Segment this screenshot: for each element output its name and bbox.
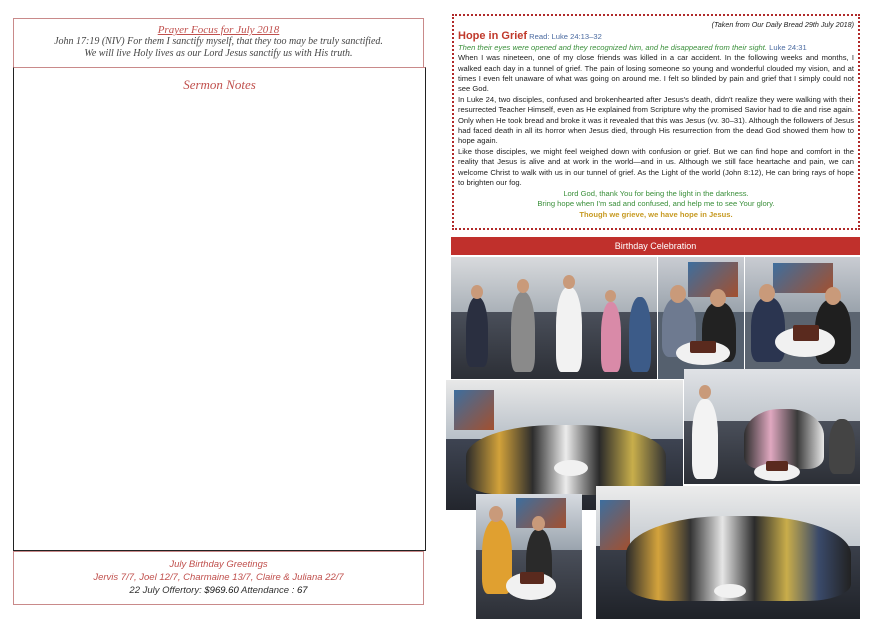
attendance-value: 67: [297, 585, 308, 596]
offertory-label: 22 July Offertory:: [129, 585, 205, 596]
birthday-photo-5: [684, 369, 860, 484]
birthday-photo-2: [658, 257, 744, 379]
devotional-source: (Taken from Our Daily Bread 29th July 2018): [711, 20, 854, 29]
devotional-paragraph-2: In Luke 24, two disciples, confused and brokenhearted after Jesus's death, didn't realize they were walking with their resurrected Teacher Himself, even as He explained from Scripture why the promised Savior had to die and rise again. Only when He took bread and broke it was it revealed that this was Jesus (vv. 30–31). Although the followers of Jesus had faced death in all its horror when Jesus died, through His resurrection from the dead God showed them how to hope again.: [458, 94, 854, 146]
birthday-celebration-banner: Birthday Celebration: [451, 237, 860, 255]
devotional-box: [452, 14, 860, 230]
prayer-focus-verse: John 17:19 (NIV) For them I sanctify myself, that they too may be truly sanctified.: [54, 36, 383, 47]
devotional-heading: [458, 31, 854, 42]
devotional-reading: Read: Luke 24:13–32: [527, 32, 602, 42]
offertory-value: $969.60: [204, 585, 239, 596]
greetings-title: July Birthday Greetings: [169, 559, 268, 570]
prayer-focus-box: [13, 18, 424, 68]
devotional-title: Hope in Grief: [458, 30, 528, 43]
sermon-notes-box: [13, 67, 426, 551]
prayer-focus-commitment: We will live Holy lives as our Lord Jesus sanctify us with His truth.: [84, 48, 353, 59]
key-verse-ref: Luke 24:31: [767, 42, 807, 52]
birthday-photo-1: [451, 257, 657, 379]
devotional-paragraph-3: Like those disciples, we might feel weighed down with confusion or grief. But we can find hope and comfort in the reality that Jesus is alive and at work in the world—and in us. Although we still face heartache and pain, we can welcome Christ to walk with us in our tunnel of grief. As the Light of the world (John 8:12), He can bring rays of hope to brighten our fog.: [458, 146, 854, 188]
key-verse-text: Then their eyes were opened and they recognized him, and he disappeared from their sight.: [458, 42, 768, 52]
birthday-greetings-box: [13, 551, 424, 605]
birthday-photo-7: [596, 486, 860, 619]
birthday-photo-3: [745, 257, 860, 379]
offertory-attendance: [14, 584, 423, 597]
prayer-focus-title: Prayer Focus for July 2018: [157, 24, 280, 36]
birthday-photo-6: [476, 494, 582, 619]
devotional-paragraph-1: When I was nineteen, one of my close friends was killed in a car accident. In the following weeks and months, I walked each day in a tunnel of grief. The pain of losing someone so young and wonderful clouded my vision, and at times I even felt unaware of what was going on around me. I felt so blinded by pain and grief that I simply could not see God.: [458, 53, 854, 94]
devotional-closing: Though we grieve, we have hope in Jesus.: [579, 210, 733, 220]
attendance-label: Attendance :: [238, 585, 298, 596]
key-verse: [458, 43, 854, 53]
greetings-names: Jervis 7/7, Joel 12/7, Charmaine 13/7, Claire & Juliana 22/7: [93, 572, 344, 583]
devotional-prayer-2: Bring hope when I'm sad and confused, and help me to see Your glory.: [537, 198, 775, 208]
devotional-prayer-1: Lord God, thank You for being the light in the darkness.: [563, 188, 749, 198]
sermon-notes-title: Sermon Notes: [183, 77, 256, 92]
